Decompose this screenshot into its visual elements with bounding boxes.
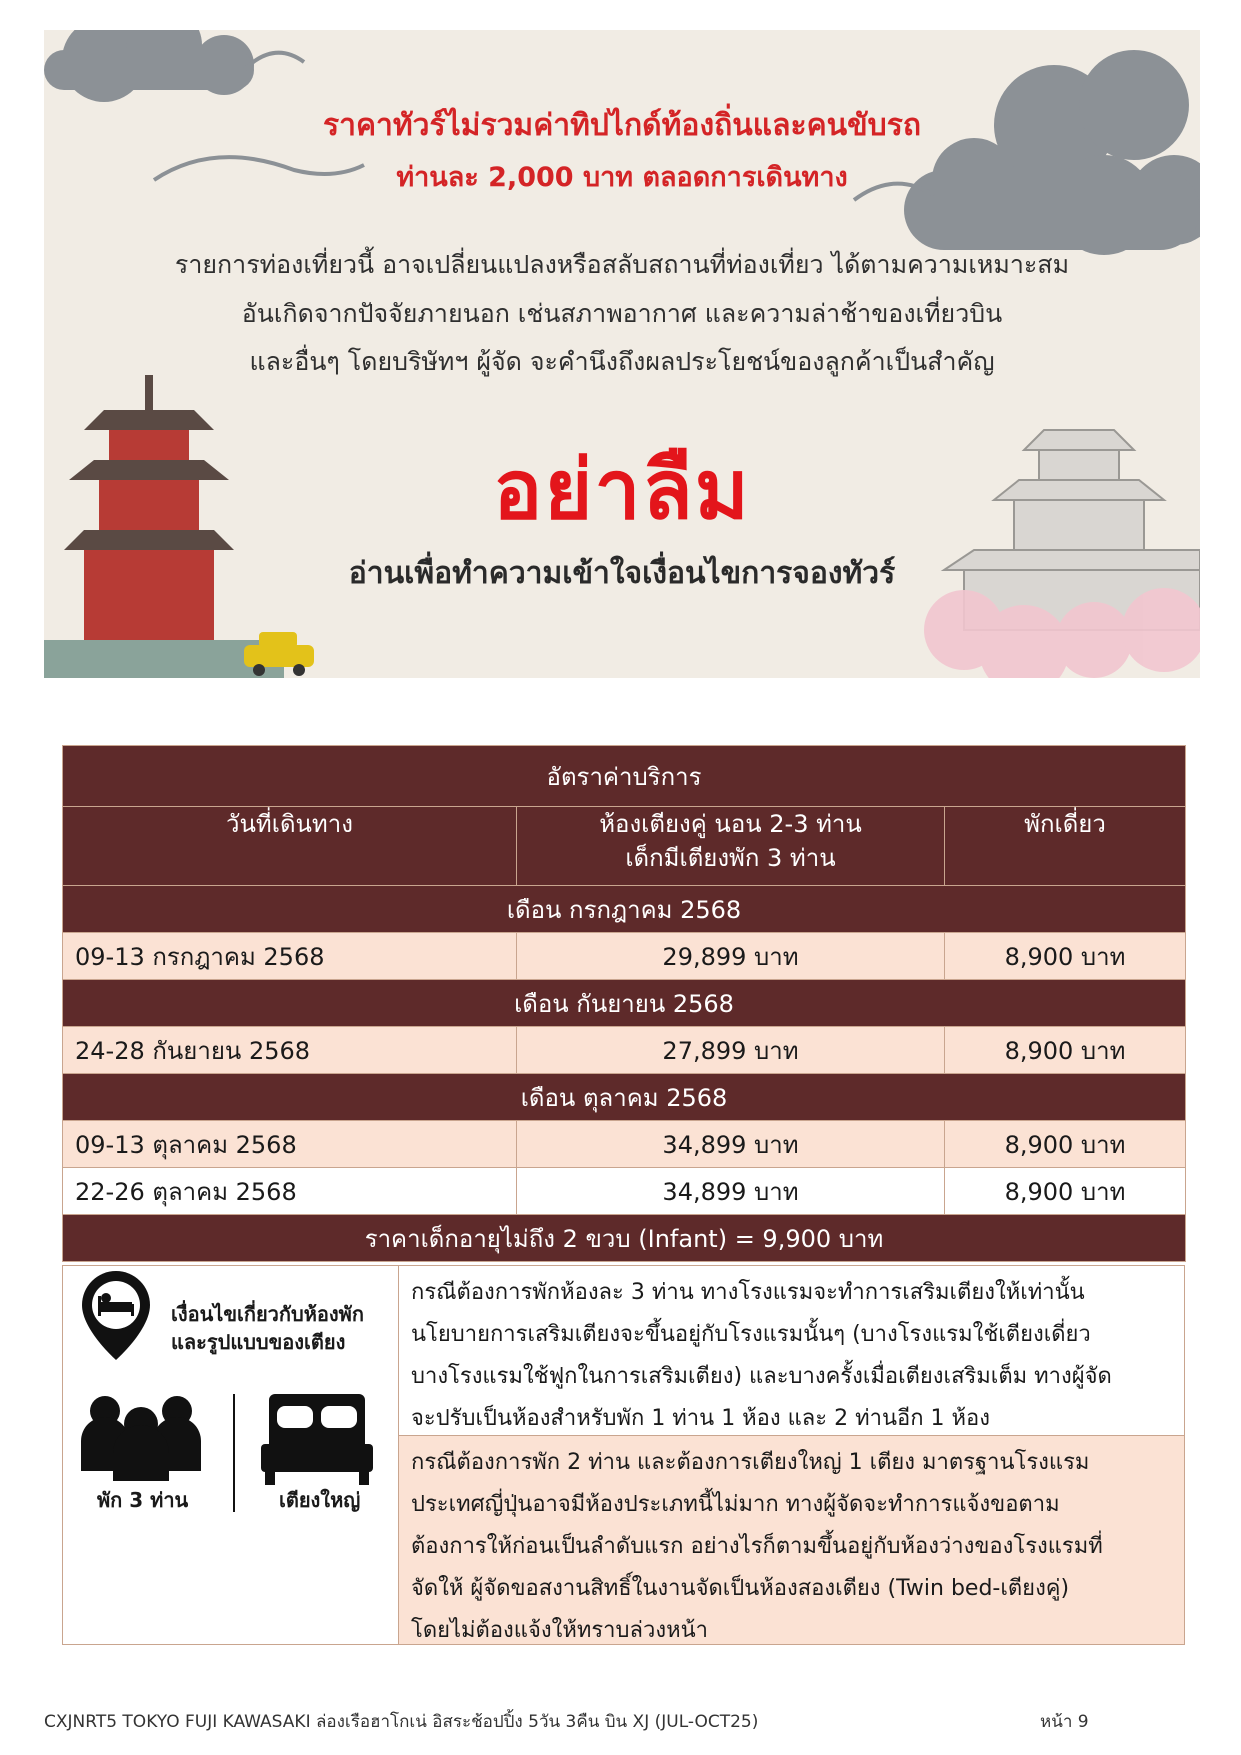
table-title: อัตราค่าบริการ (63, 746, 1186, 807)
row-single-price: 8,900 บาท (945, 933, 1186, 980)
note-line: จัดให้ ผู้จัดขอสงานสิทธิ์ในงานจัดเป็นห้องสองเตียง (Twin bed-เตียงคู่) (411, 1576, 1070, 1601)
table-title-row (63, 746, 1186, 807)
row-date: 22-26 ตุลาคม 2568 (63, 1168, 517, 1215)
room-conditions (62, 1265, 1185, 1645)
conditions-title-line2: และรูปแบบของเตียง (171, 1330, 346, 1354)
row-twin-price: 29,899 บาท (517, 933, 945, 980)
month-row (63, 1074, 1186, 1121)
label-double-bed: เตียงใหญ่ (279, 1488, 361, 1512)
header-travel-date: วันที่เดินทาง (63, 807, 517, 886)
footer-page-number: หน้า 9 (1040, 1712, 1089, 1732)
row-date: 24-28 กันยายน 2568 (63, 1027, 517, 1074)
header-twin-line1: ห้องเตียงคู่ นอน 2-3 ท่าน (599, 810, 862, 838)
month-label: เดือน กันยายน 2568 (63, 980, 1186, 1027)
info-line1: รายการท่องเที่ยวนี้ อาจเปลี่ยนแปลงหรือสลับสถานที่ท่องเที่ยว ได้ตามความเหมาะสม (174, 250, 1070, 279)
banner (44, 30, 1200, 678)
label-three-guests: พัก 3 ท่าน (97, 1488, 189, 1512)
header-twin-line2: เด็กมีเตียงพัก 3 ท่าน (625, 844, 836, 872)
double-bed-icon (261, 1394, 373, 1485)
note-line: กรณีต้องการพัก 2 ท่าน และต้องการเตียงใหญ่ 1 เตียง มาตรฐานโรงแรม (411, 1450, 1090, 1475)
note-line: โดยไม่ต้องแจ้งให้ทราบล่วงหน้า (411, 1618, 708, 1643)
row-twin-price: 27,899 บาท (517, 1027, 945, 1074)
note-triple-room (399, 1266, 1184, 1436)
table-row (63, 1027, 1186, 1074)
table-row (63, 1168, 1186, 1215)
subheadline: อ่านเพื่อทำความเข้าใจเงื่อนไขการจองทัวร์ (348, 556, 896, 591)
row-single-price: 8,900 บาท (945, 1027, 1186, 1074)
note-line: นโยบายการเสริมเตียงจะขึ้นอยู่กับโรงแรมนั้นๆ (บางโรงแรมใช้เตียงเดี่ยว (411, 1322, 1091, 1347)
note-line: บางโรงแรมใช้ฟูกในการเสริมเตียง) และบางครั้งเมื่อเตียงเสริมเต็ม ทางผู้จัด (411, 1364, 1112, 1389)
month-row (63, 886, 1186, 933)
tip-warning-line1: ราคาทัวร์ไม่รวมค่าทิปไกด์ท้องถิ่นและคนขับรถ (322, 108, 922, 143)
row-single-price: 8,900 บาท (945, 1168, 1186, 1215)
info-line2: อันเกิดจากปัจจัยภายนอก เช่นสภาพอากาศ และความล่าช้าของเที่ยวบิน (241, 299, 1003, 328)
note-line: จะปรับเป็นห้องสำหรับพัก 1 ท่าน 1 ห้อง และ 2 ท่านอีก 1 ห้อง (411, 1406, 990, 1431)
headline: อย่าลืม (493, 443, 751, 538)
icon-divider (233, 1394, 235, 1512)
month-label: เดือน กรกฎาคม 2568 (63, 886, 1186, 933)
table-row (63, 933, 1186, 980)
footer-tour-code: CXJNRT5 TOKYO FUJI KAWASAKI ล่องเรือฮาโกเน่ อิสระช้อปปิ้ง 5วัน 3คืน บิน XJ (JUL-OCT25) (44, 1712, 759, 1732)
note-double-bed (399, 1436, 1184, 1644)
cloud-left-icon (44, 30, 254, 102)
note-line: กรณีต้องการพักห้องละ 3 ท่าน ทางโรงแรมจะทำการเสริมเตียงให้เท่านั้น (411, 1280, 1085, 1305)
row-date: 09-13 ตุลาคม 2568 (63, 1121, 517, 1168)
row-single-price: 8,900 บาท (945, 1121, 1186, 1168)
people-group-icon (81, 1396, 201, 1481)
infant-row (63, 1215, 1186, 1262)
row-date: 09-13 กรกฎาคม 2568 (63, 933, 517, 980)
table-header-row (63, 807, 1186, 886)
note-line: ประเทศญี่ปุ่นอาจมีห้องประเภทนี้ไม่มาก ทางผู้จัดจะทำการแจ้งขอตาม (411, 1492, 1060, 1517)
row-twin-price: 34,899 บาท (517, 1168, 945, 1215)
month-label: เดือน ตุลาคม 2568 (63, 1074, 1186, 1121)
conditions-icon-panel (63, 1266, 399, 1644)
info-line3: และอื่นๆ โดยบริษัทฯ ผู้จัด จะคำนึงถึงผลประโยชน์ของลูกค้าเป็นสำคัญ (249, 347, 995, 376)
table-row (63, 1121, 1186, 1168)
cloud-right-icon (904, 50, 1200, 255)
row-twin-price: 34,899 บาท (517, 1121, 945, 1168)
infant-price: ราคาเด็กอายุไม่ถึง 2 ขวบ (Infant) = 9,900 บาท (63, 1215, 1186, 1262)
price-table (62, 745, 1186, 1262)
note-line: ต้องการให้ก่อนเป็นลำดับแรก อย่างไรก็ตามขึ้นอยู่กับห้องว่างของโรงแรมที่ (411, 1534, 1103, 1559)
month-row (63, 980, 1186, 1027)
bed-location-pin-icon (82, 1271, 150, 1360)
header-twin-room (517, 807, 945, 886)
conditions-title-line1: เงื่อนไขเกี่ยวกับห้องพัก (171, 1302, 364, 1326)
header-single: พักเดี่ยว (945, 807, 1186, 886)
tip-warning-line2: ท่านละ 2,000 บาท ตลอดการเดินทาง (396, 162, 848, 193)
